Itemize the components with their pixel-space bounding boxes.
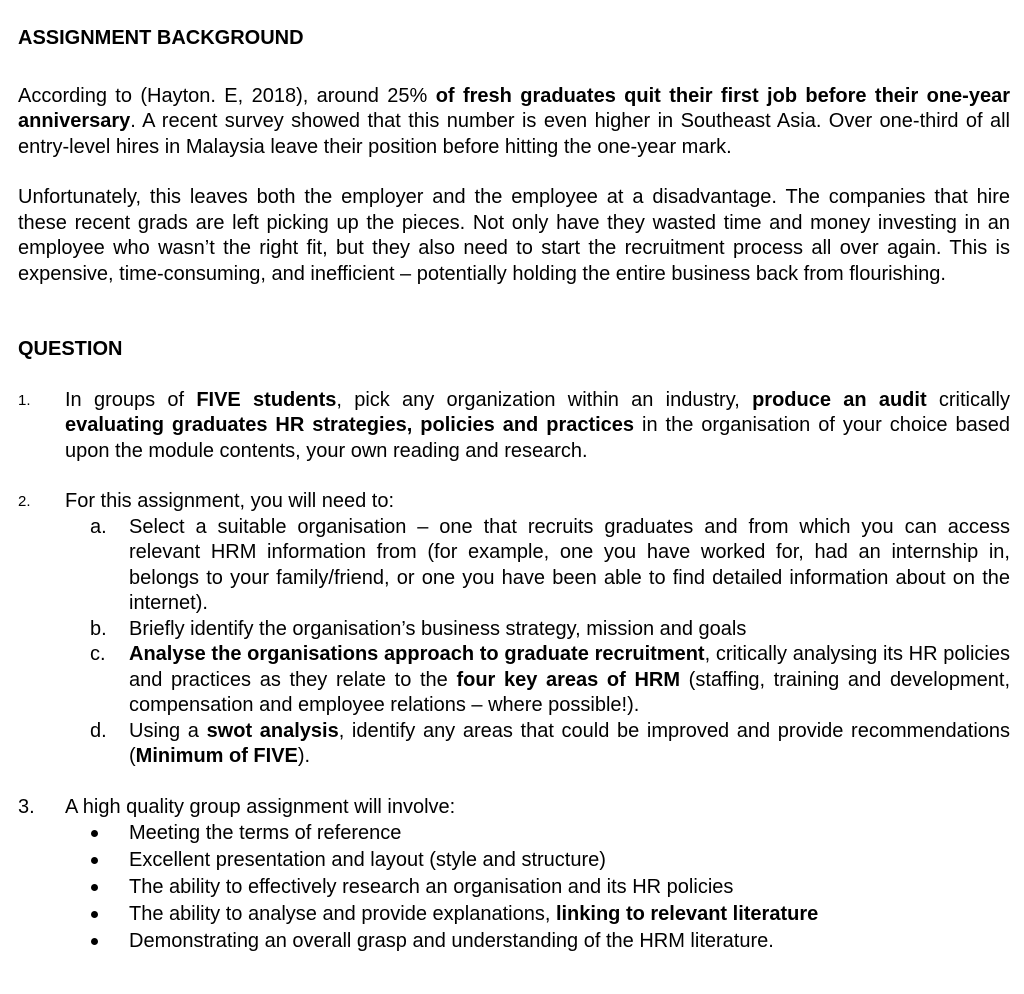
background-p1-emphasis: of fresh graduates quit their first job before their one-year anniversary <box>18 84 1010 132</box>
bullet-text: Excellent presentation and layout (style and structure) <box>129 849 606 871</box>
sub-item-d-text-1: Using a <box>129 719 207 742</box>
sub-item-b-text: Briefly identify the organisation’s business strategy, mission and goals <box>129 617 747 640</box>
sub-item-b <box>18 617 1010 643</box>
question-item-3-intro: A high quality group assignment will involve: <box>65 795 456 818</box>
question-item-1 <box>18 388 1010 465</box>
question-item-2 <box>18 489 1010 515</box>
item-number: 3. <box>18 795 35 818</box>
sub-item-d-text-2: , identify any areas that could be improved and provide recommendations ( <box>129 719 1011 767</box>
sub-item-letter: b. <box>90 617 107 640</box>
item1-text-g: in the organisation of your choice based upon the module contents, your own reading and research. <box>65 414 1011 462</box>
bullet-list <box>18 820 1010 955</box>
bullet-icon <box>91 938 98 945</box>
document-page <box>18 26 1010 955</box>
question-heading: QUESTION <box>18 338 123 360</box>
bullet-icon <box>91 857 98 864</box>
bullet-text: The ability to effectively research an organisation and its HR policies <box>129 876 734 898</box>
sub-item-a <box>18 515 1010 617</box>
bullet-item <box>18 820 1010 847</box>
question-item-2-intro: For this assignment, you will need to: <box>65 490 395 512</box>
item1-bold-evaluating: evaluating graduates HR strategies, policies and practices <box>65 414 635 436</box>
bullet-icon <box>91 911 98 918</box>
sub-item-c <box>18 642 1010 719</box>
sub-item-c-text-2: (staffing, training and development, compensation and employee relations – where possible!). <box>129 668 1011 716</box>
question-item-3 <box>18 795 1010 821</box>
background-paragraph-2: Unfortunately, this leaves both the employer and the employee at a disadvantage. The companies that hire these recent grads are left picking up the pieces. Not only have they wasted time and money investing in an employee who wasn’t the right fit, but they also need to start the recruitment process all over again. This is expensive, time-consuming, and inefficient – potentially holding the entire business back from flourishing. <box>18 186 1010 285</box>
background-paragraph-1 <box>18 84 1010 161</box>
item1-bold-audit: produce an audit <box>752 388 927 411</box>
bullet-text: The ability to analyse and provide explanations, <box>129 903 556 925</box>
item1-text-a: In groups of <box>65 388 197 411</box>
bullet-item <box>18 847 1010 874</box>
sub-item-c-bold-1: Analyse the organisations approach to graduate recruitment <box>129 643 705 665</box>
sub-item-d-text-3: ). <box>297 745 311 767</box>
bullet-item <box>18 901 1010 928</box>
sub-item-letter: a. <box>90 515 107 538</box>
item-number: 1. <box>18 391 31 409</box>
sub-item-letter: d. <box>90 719 107 742</box>
item1-text-c: , pick any organization within an industry, <box>336 388 753 411</box>
sub-item-d-bold-2: Minimum of FIVE <box>135 745 298 767</box>
bullet-text: Demonstrating an overall grasp and understanding of the HRM literature. <box>129 930 774 952</box>
item1-text-e: critically <box>926 388 1010 411</box>
background-p1-text: According to (Hayton. E, 2018), around 25% <box>18 84 436 107</box>
background-heading: ASSIGNMENT BACKGROUND <box>18 27 304 49</box>
question-item-1-text <box>65 388 1010 465</box>
item1-bold-group-size: FIVE students <box>196 388 337 411</box>
sub-item-c-bold-2: four key areas of HRM <box>456 668 681 691</box>
sub-item-a-text: Select a suitable organisation – one that recruits graduates and from which you can access relevant HRM information from (for example, one you have worked for, had an internship in, belongs to your family/friend, or one you have been able to find detailed information about on the internet). <box>129 515 1010 614</box>
sub-item-d-bold-1: swot analysis <box>206 719 339 742</box>
bullet-icon <box>91 884 98 891</box>
bullet-item <box>18 874 1010 901</box>
sub-item-c-text-1: , critically analysing its HR policies and practices as they relate to the <box>129 643 1010 691</box>
bullet-text: Meeting the terms of reference <box>129 822 402 844</box>
bullet-item <box>18 928 1010 955</box>
bullet-icon <box>91 830 98 837</box>
sub-item-d <box>18 719 1010 770</box>
sub-item-letter: c. <box>90 643 106 665</box>
item-number: 2. <box>18 493 31 510</box>
sub-list <box>18 515 1010 770</box>
background-p1-text-end: . A recent survey showed that this number is even higher in Southeast Asia. Over one-third of all entry-level hires in Malaysia leave their position before hitting the one-year mark. <box>18 110 1010 158</box>
bullet-bold-literature: linking to relevant literature <box>555 903 819 925</box>
